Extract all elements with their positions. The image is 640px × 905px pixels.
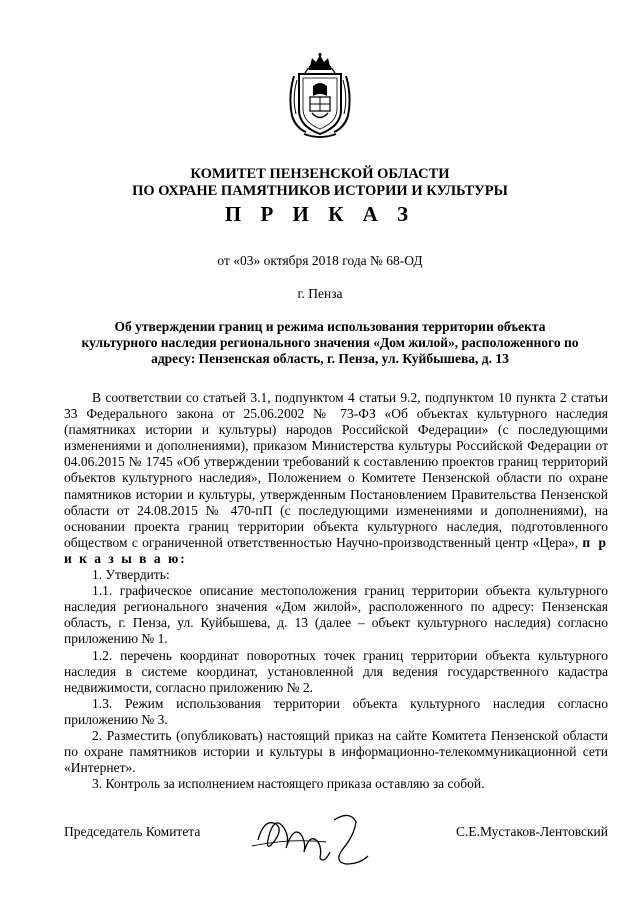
organization-name-line1: КОМИТЕТ ПЕНЗЕНСКОЙ ОБЛАСТИ: [190, 166, 450, 182]
preamble-paragraph: [64, 390, 608, 567]
item-1-3: 1.3. Режим использования территории объекта культурного наследия согласно приложению № 3.: [64, 695, 608, 727]
preamble-text: В соответствии со статьей 3.1, подпунктом 4 статьи 9.2, подпунктом 10 пункта 2 статьи 33 Федерального закона от 25.06.2002 № 73-ФЗ «Об объектах культурного наследия (памятниках истории и культуры) народов Российской Федерации» (с последующими изменениями и дополнениями), приказом Министерства культуры Российской Федерации от 04.06.2015 № 1745 «Об утверждении требований к составлению проектов границ территорий объектов культурного наследия», Положением о Комитете Пензенской области по охране памятников истории и культуры, утвержденным Постановлением Правительства Пензенской области от 24.08.2015 № 470-пП (с последующими изменениями и дополнениями), на основании проекта границ территории объекта культурного наследия, подготовленного обществом с ограниченной ответственностью Научно-производственный центр «Цера»,: [64, 390, 608, 550]
item-1-1: 1.1. графическое описание местоположения границ территории объекта культурного наследия регионального значения «Дом жилой», расположенного по адресу: Пензенская область, г. Пенза, ул. Куйбышева, д. 13 (далее – объект культурного наследия) согласно приложению № 1.: [64, 583, 608, 647]
organization-name-line2: ПО ОХРАНЕ ПАМЯТНИКОВ ИСТОРИИ И КУЛЬТУРЫ: [132, 183, 508, 199]
signatory-role: Председатель Комитета: [64, 824, 201, 839]
order-subject-line3: адресу: Пензенская область, г. Пенза, ул. Куйбышева, д. 13: [151, 351, 509, 366]
order-word: п р и к а з ы в а ю:: [64, 534, 609, 566]
item-3: 3. Контроль за исполнением настоящего приказа оставляю за собой.: [92, 776, 485, 792]
order-subject: [70, 319, 590, 367]
city-name: г. Пенза: [297, 286, 343, 301]
item-1: 1. Утвердить:: [92, 567, 170, 583]
document-type-title: П Р И К А З: [224, 202, 416, 226]
handwritten-signature-icon: [250, 802, 380, 872]
order-subject-line1: Об утверждении границ и режима использования территории объекта: [114, 319, 546, 334]
signatory-name: С.Е.Мустаков-Лентовский: [455, 824, 608, 839]
item-1-2: 1.2. перечень координат поворотных точек границ территории объекта культурного наследия в системе координат, установленной для ведения государственного кадастра недвижимости, согласно приложению № 2.: [64, 647, 608, 695]
order-body: [64, 390, 608, 792]
order-subject-line2: культурного наследия регионального значения «Дом жилой», расположенного по: [81, 335, 579, 350]
item-2: 2. Разместить (опубликовать) настоящий приказ на сайте Комитета Пензенской области по охране памятников истории и культуры в информационно-телекоммуникационной сети «Интернет».: [64, 727, 608, 776]
coat-of-arms-icon: [286, 52, 354, 138]
signature-block: [64, 820, 608, 860]
order-date-number: от «03» октября 2018 года № 68-ОД: [217, 253, 423, 268]
organization-name: [0, 166, 640, 200]
